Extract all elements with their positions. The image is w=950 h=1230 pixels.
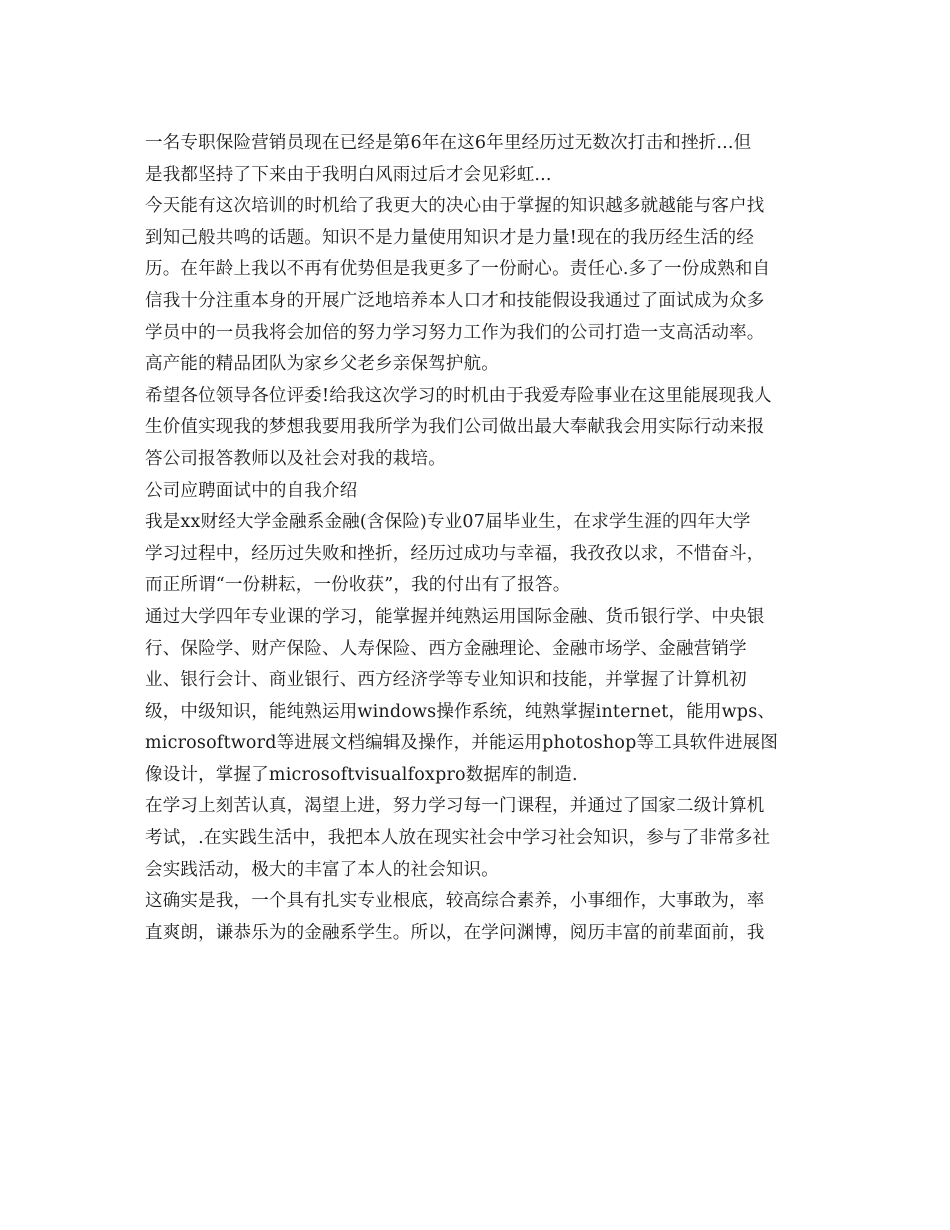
text-line: 级，中级知识，能纯熟运用windows操作系统，纯熟掌握internet，能用wps、	[145, 701, 776, 722]
text-line: 是我都坚持了下来由于我明白风雨过后才会见彩虹...	[145, 164, 552, 185]
text-line: 生价值实现我的梦想我要用我所学为我们公司做出最大奉献我会用实际行动来报	[145, 417, 765, 438]
text-line: 今天能有这次培训的时机给了我更大的决心由于掌握的知识越多就越能与客户找	[145, 196, 765, 217]
text-line: 直爽朗，谦恭乐为的金融系学生。所以，在学问渊博，阅历丰富的前辈面前，我	[145, 922, 765, 943]
text-line: 学习过程中，经历过失败和挫折，经历过成功与幸福，我孜孜以求，不惜奋斗，	[145, 543, 765, 564]
text-line: 而正所谓“一份耕耘，一份收获”，我的付出有了报答。	[145, 575, 571, 596]
section-heading: 公司应聘面试中的自我介绍	[145, 480, 358, 501]
text-line: 会实践活动，极大的丰富了本人的社会知识。	[145, 859, 499, 880]
text-line: microsoftword等进展文档编辑及操作，并能运用photoshop等工具软件进展图	[145, 733, 779, 754]
text-line: 到知己般共鸣的话题。知识不是力量使用知识才是力量!现在的我历经生活的经	[145, 227, 755, 248]
text-line: 希望各位领导各位评委!给我这次学习的时机由于我爱寿险事业在这里能展现我人	[145, 385, 772, 406]
text-line: 高产能的精品团队为家乡父老乡亲保驾护航。	[145, 354, 499, 375]
text-line: 像设计，掌握了microsoftvisualfoxpro数据库的制造.	[145, 764, 578, 785]
text-line: 在学习上刻苦认真，渴望上进，努力学习每一门课程，并通过了国家二级计算机	[145, 796, 765, 817]
text-line: 这确实是我，一个具有扎实专业根底，较高综合素养，小事细作，大事敢为，率	[145, 891, 765, 912]
text-line: 考试，.在实践生活中，我把本人放在现实社会中学习社会知识，参与了非常多社	[145, 828, 771, 849]
text-line: 业、银行会计、商业银行、西方经济学等专业知识和技能，并掌握了计算机初	[145, 670, 747, 691]
document-body	[145, 128, 810, 949]
text-line: 答公司报答教师以及社会对我的栽培。	[145, 448, 446, 469]
text-line: 通过大学四年专业课的学习，能掌握并纯熟运用国际金融、货币银行学、中央银	[145, 606, 765, 627]
text-line: 学员中的一员我将会加倍的努力学习努力工作为我们的公司打造一支高活动率。	[145, 322, 765, 343]
text-line: 行、保险学、财产保险、人寿保险、西方金融理论、金融市场学、金融营销学	[145, 638, 747, 659]
text-line: 信我十分注重本身的开展广泛地培养本人口才和技能假设我通过了面试成为众多	[145, 290, 765, 311]
text-line: 历。在年龄上我以不再有优势但是我更多了一份耐心。责任心.多了一份成熟和自	[145, 259, 771, 280]
text-line: 一名专职保险营销员现在已经是第6年在这6年里经历过无数次打击和挫折...但	[145, 133, 752, 153]
text-line: 我是xx财经大学金融系金融(含保险)专业07届毕业生，在求学生涯的四年大学	[145, 512, 751, 533]
